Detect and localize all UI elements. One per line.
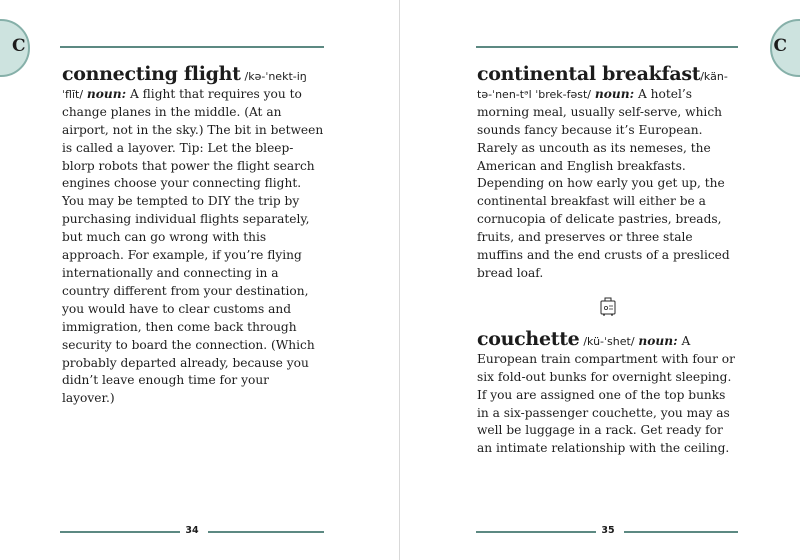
- suitcase-icon: [598, 295, 618, 317]
- right-page: [400, 0, 800, 560]
- headword: continental breakfast: [477, 63, 701, 85]
- page-footer: [400, 525, 800, 539]
- pronunciation: /kü-ˈshet/: [583, 334, 635, 348]
- headword: couchette: [477, 327, 580, 350]
- header-rule: [476, 46, 738, 48]
- part-of-speech: noun:: [638, 333, 678, 348]
- footer-rule-left: [60, 531, 180, 533]
- headword: connecting flight: [62, 63, 241, 85]
- header-rule: [60, 46, 324, 48]
- definition: A European train compartment with four or six fold-out bunks for overnight sleeping. If you are assigned one of the top bunks in a six-passenger couchette, you may as well be luggage in a rack. Get ready for an intimate relationship with the ceiling.: [477, 333, 735, 456]
- definition: A hotel’s morning meal, usually self-serve, which sounds fancy because it’s European. Rarely as uncouth as its nemeses, the American and English breakfasts. Depending on how early you get up, the continental breakfast will either be a cornucopia of delicate pastries, breads, fruits, and preserves or three stale muffins and the end crusts of a presliced bread loaf.: [477, 86, 730, 280]
- footer-rule-left: [476, 531, 596, 533]
- pronunciation: /kän-tə-ˈnen-tᵊl ˈbrek-fəst/: [477, 70, 728, 101]
- dictionary-entry: [477, 327, 739, 458]
- page-number: 35: [601, 525, 615, 536]
- page-content: [62, 63, 324, 408]
- dictionary-entry: [62, 63, 324, 408]
- footer-rule-right: [208, 531, 324, 533]
- page-footer: [0, 525, 400, 539]
- page-content: [477, 63, 739, 458]
- footer-rule-right: [624, 531, 738, 533]
- definition: A flight that requires you to change planes in the middle. (At an airport, not in the sky.) The bit in between is called a layover. Tip: Let the bleep-blorp robots that power the flight search engines choose your connecting flight. You may be tempted to DIY the trip by purchasing individual flights separately, but much can go wrong with this approach. For example, if you’re flying internationally and connecting in a country different from your destination, you would have to clear customs and immigration, then come back through security to board the connection. (Which probably departed already, because you didn’t leave enough time for your layover.): [62, 86, 324, 406]
- page-number: 34: [185, 525, 199, 536]
- section-letter: C: [12, 36, 26, 56]
- section-letter: C: [773, 36, 787, 56]
- dictionary-entry: [477, 63, 739, 283]
- part-of-speech: noun:: [594, 86, 635, 101]
- part-of-speech: noun:: [86, 86, 127, 101]
- pronunciation: /kə-ˈnekt-iŋ ˈflīt/: [62, 70, 307, 101]
